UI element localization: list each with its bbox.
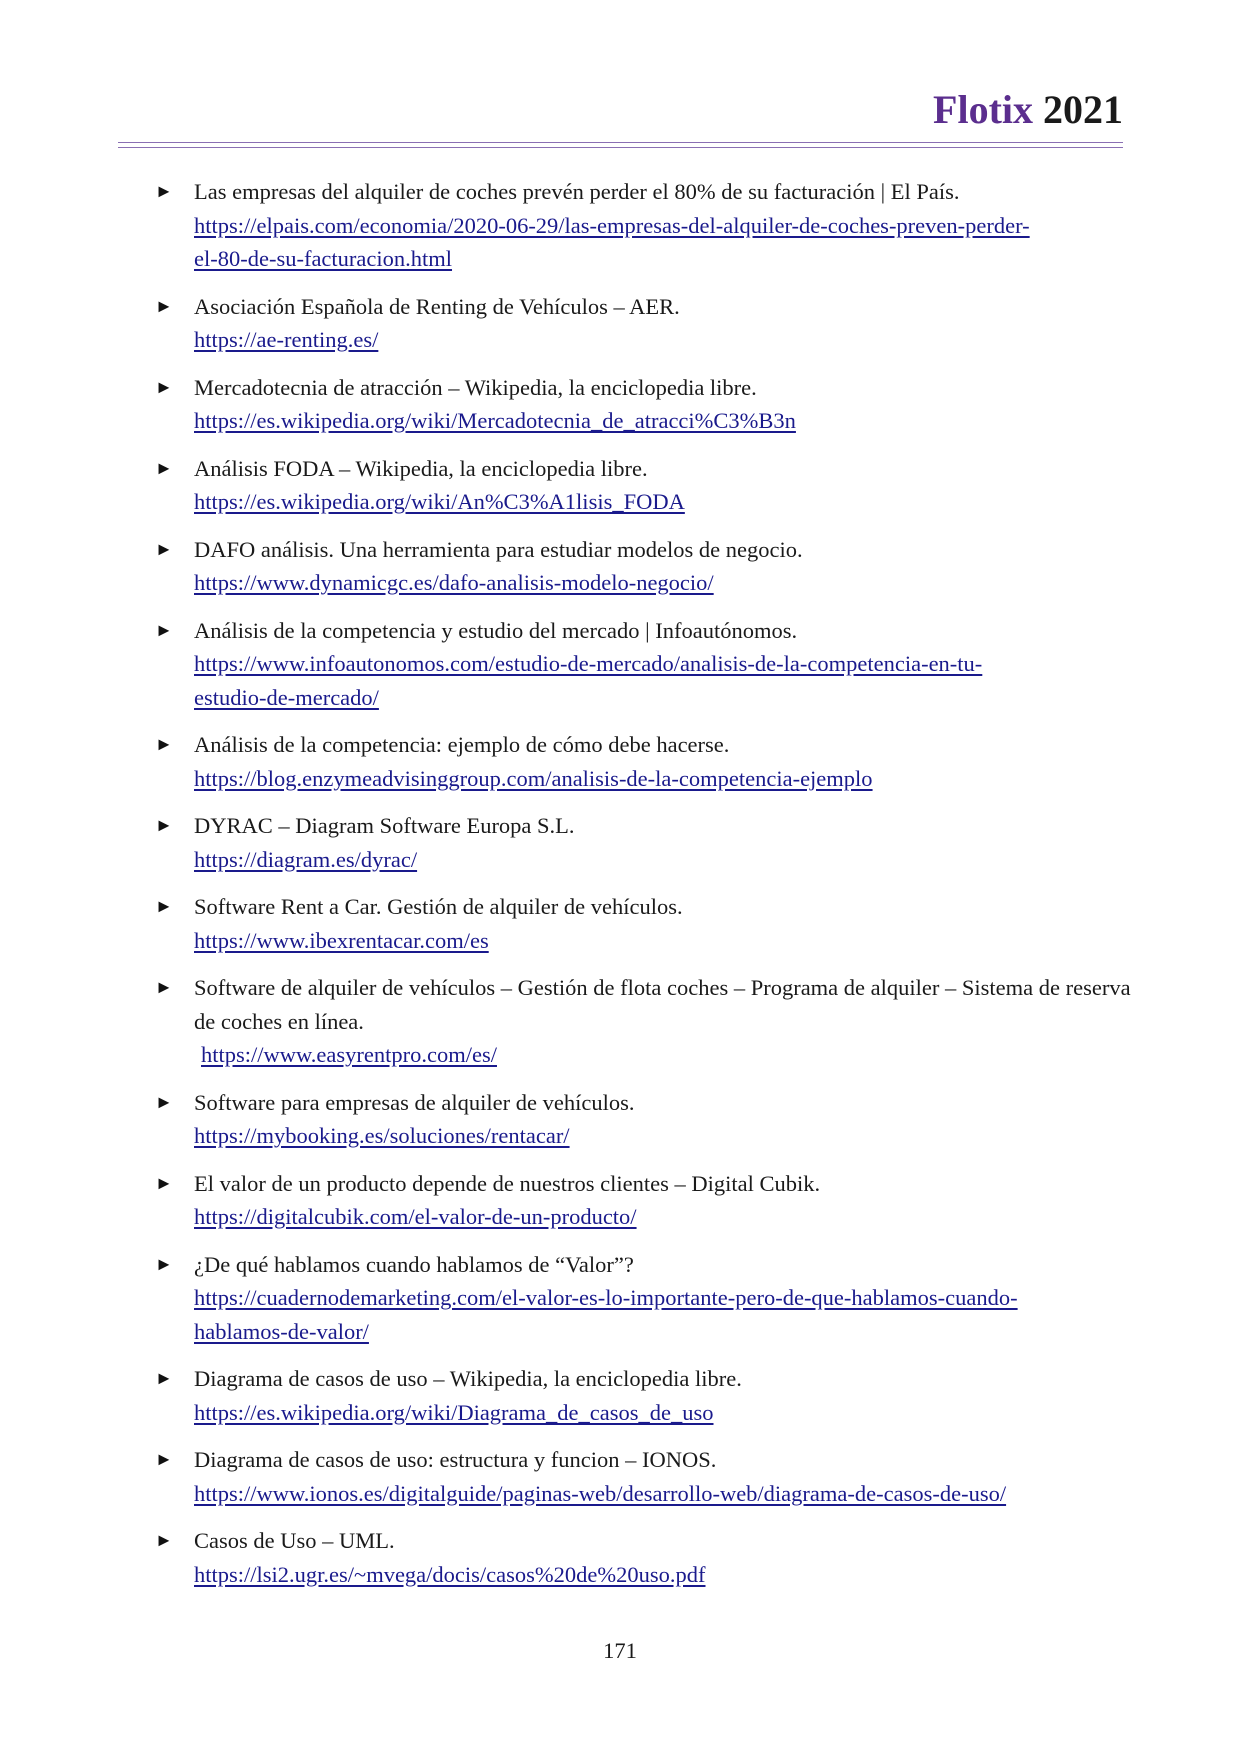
bullet-arrow-icon: ► (155, 376, 173, 397)
reference-title: Software Rent a Car. Gestión de alquiler de vehículos. (194, 894, 683, 919)
reference-title: Análisis FODA – Wikipedia, la enciclopedia libre. (194, 455, 648, 481)
bullet-arrow-icon: ► (155, 1172, 173, 1193)
reference-title: Diagrama de casos de uso – Wikipedia, la enciclopedia libre. (194, 1366, 742, 1391)
reference-title: Software para empresas de alquiler de vehículos. (194, 1089, 635, 1115)
reference-title: DYRAC – Diagram Software Europa S.L. (194, 813, 575, 838)
reference-link[interactable]: https://blog.enzymeadvisinggroup.com/analisis-de-la-competencia-ejemplo (194, 765, 873, 791)
reference-item (155, 1362, 1135, 1429)
reference-item (155, 1086, 1135, 1153)
reference-title: Análisis de la competencia y estudio del mercado | Infoautónomos. (194, 617, 798, 643)
reference-link[interactable]: https://lsi2.ugr.es/~mvega/docis/casos%20de%20uso.pdf (194, 1561, 706, 1587)
bullet-arrow-icon: ► (155, 815, 173, 835)
bullet-arrow-icon: ► (155, 181, 173, 201)
reference-title: Mercadotecnia de atracción – Wikipedia, la enciclopedia libre. (194, 374, 757, 400)
reference-title: DAFO análisis. Una herramienta para estudiar modelos de negocio. (194, 536, 803, 562)
header-brand: Flotix (933, 87, 1033, 132)
document-header (933, 88, 1123, 132)
bullet-arrow-icon: ► (155, 977, 173, 997)
reference-item (155, 1248, 1135, 1349)
bullet-arrow-icon: ► (155, 457, 173, 478)
bullet-arrow-icon: ► (155, 619, 173, 640)
reference-title: ¿De qué hablamos cuando hablamos de “Valor”? (194, 1251, 634, 1277)
bullet-arrow-icon: ► (155, 1091, 173, 1112)
bullet-arrow-icon: ► (155, 1253, 173, 1274)
reference-list (155, 175, 1135, 1605)
reference-item (155, 371, 1135, 438)
reference-item (155, 890, 1135, 957)
reference-link[interactable]: https://www.easyrentpro.com/es/ (201, 1042, 497, 1067)
reference-title: Asociación Española de Renting de Vehículos – AER. (194, 293, 680, 319)
reference-item (155, 533, 1135, 600)
reference-link[interactable]: https://elpais.com/economia/2020-06-29/las-empresas-del-alquiler-de-coches-preven-perder- (194, 212, 1030, 238)
header-year: 2021 (1043, 87, 1123, 132)
reference-title: Casos de Uso – UML. (194, 1528, 395, 1553)
reference-item (155, 175, 1135, 276)
reference-link[interactable]: https://www.ionos.es/digitalguide/paginas-web/desarrollo-web/diagrama-de-casos-de-uso/ (194, 1480, 1007, 1506)
reference-link[interactable]: https://www.dynamicgc.es/dafo-analisis-modelo-negocio/ (194, 570, 714, 595)
reference-link[interactable]: https://es.wikipedia.org/wiki/Diagrama_de_casos_de_uso (194, 1399, 714, 1425)
bullet-arrow-icon: ► (155, 1449, 173, 1469)
bullet-arrow-icon: ► (155, 538, 173, 559)
reference-title: Diagrama de casos de uso: estructura y funcion – IONOS. (194, 1447, 717, 1472)
reference-link[interactable]: hablamos-de-valor/ (194, 1318, 369, 1344)
reference-title: Análisis de la competencia: ejemplo de cómo debe hacerse. (194, 732, 730, 757)
reference-item (155, 809, 1135, 876)
reference-item (155, 1443, 1135, 1510)
bullet-arrow-icon: ► (155, 1368, 173, 1388)
reference-item (155, 1524, 1135, 1591)
reference-link[interactable]: el-80-de-su-facturacion.html (194, 246, 453, 271)
reference-title: Las empresas del alquiler de coches prevén perder el 80% de su facturación | El País. (194, 179, 960, 204)
reference-item (155, 971, 1135, 1072)
reference-link[interactable]: https://ae-renting.es/ (194, 327, 379, 352)
reference-item (155, 1167, 1135, 1234)
reference-link[interactable]: https://diagram.es/dyrac/ (194, 846, 418, 872)
reference-link[interactable]: https://mybooking.es/soluciones/rentacar/ (194, 1123, 570, 1148)
reference-title: El valor de un producto depende de nuestros clientes – Digital Cubik. (194, 1170, 821, 1196)
reference-item (155, 614, 1135, 715)
reference-link[interactable]: https://es.wikipedia.org/wiki/Mercadotecnia_de_atracci%C3%B3n (194, 408, 796, 433)
bullet-arrow-icon: ► (155, 734, 173, 754)
bullet-arrow-icon: ► (155, 1530, 173, 1550)
reference-link[interactable]: https://www.infoautonomos.com/estudio-de-mercado/analisis-de-la-competencia-en-tu- (194, 651, 983, 676)
reference-item (155, 728, 1135, 795)
reference-link[interactable]: https://cuadernodemarketing.com/el-valor-es-lo-importante-pero-de-que-hablamos-cuando- (194, 1285, 1018, 1310)
reference-link[interactable]: https://www.ibexrentacar.com/es (194, 927, 489, 953)
header-rule (118, 142, 1123, 148)
reference-title: Software de alquiler de vehículos – Gestión de flota coches – Programa de alquiler – Sistema de reserva de coches en línea. (194, 975, 1131, 1034)
reference-link[interactable]: https://es.wikipedia.org/wiki/An%C3%A1lisis_FODA (194, 489, 685, 514)
page-number: 171 (603, 1638, 637, 1663)
reference-link[interactable]: https://digitalcubik.com/el-valor-de-un-producto/ (194, 1204, 637, 1229)
bullet-arrow-icon: ► (155, 295, 173, 316)
reference-link[interactable]: estudio-de-mercado/ (194, 684, 379, 710)
reference-item (155, 290, 1135, 357)
reference-item (155, 452, 1135, 519)
bullet-arrow-icon: ► (155, 896, 173, 916)
